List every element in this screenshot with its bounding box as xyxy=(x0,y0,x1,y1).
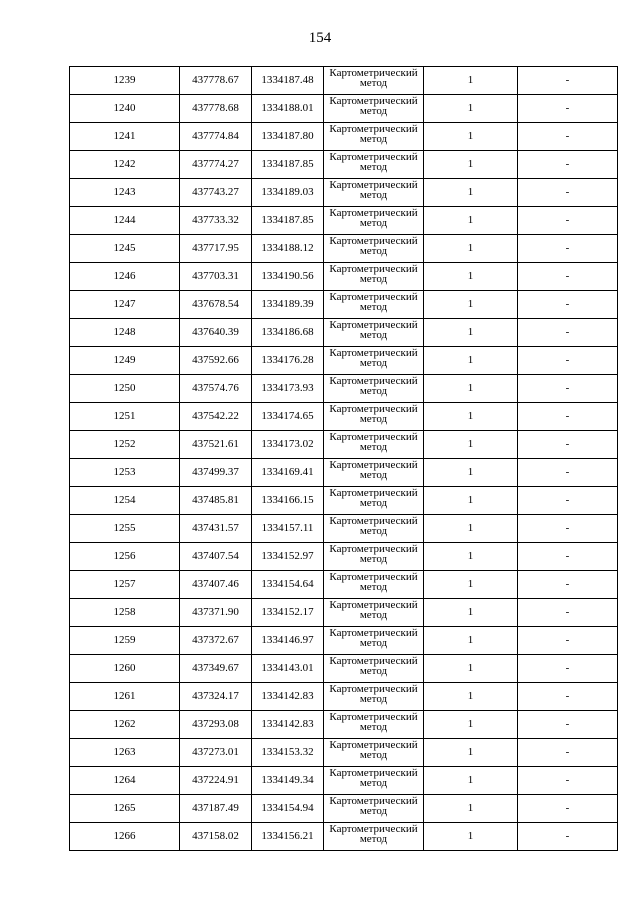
x-coordinate-cell: 437703.31 xyxy=(180,263,252,291)
accuracy-cell: 1 xyxy=(424,319,518,347)
y-coordinate-cell: 1334149.34 xyxy=(252,767,324,795)
description-cell: - xyxy=(518,515,618,543)
x-coordinate-cell: 437372.67 xyxy=(180,627,252,655)
accuracy-cell: 1 xyxy=(424,375,518,403)
y-coordinate-cell: 1334174.65 xyxy=(252,403,324,431)
table-row xyxy=(70,95,618,123)
page-number: 154 xyxy=(308,30,332,46)
point-number-cell: 1240 xyxy=(70,95,180,123)
accuracy-cell: 1 xyxy=(424,347,518,375)
method-cell: Картометрический метод xyxy=(324,235,424,263)
x-coordinate-cell: 437733.32 xyxy=(180,207,252,235)
x-coordinate-cell: 437678.54 xyxy=(180,291,252,319)
point-number-cell: 1251 xyxy=(70,403,180,431)
point-number-cell: 1250 xyxy=(70,375,180,403)
method-cell: Картометрический метод xyxy=(324,515,424,543)
method-cell: Картометрический метод xyxy=(324,291,424,319)
description-cell: - xyxy=(518,599,618,627)
accuracy-cell: 1 xyxy=(424,207,518,235)
accuracy-cell: 1 xyxy=(424,151,518,179)
y-coordinate-cell: 1334189.39 xyxy=(252,291,324,319)
accuracy-cell: 1 xyxy=(424,711,518,739)
method-cell: Картометрический метод xyxy=(324,347,424,375)
table-row xyxy=(70,543,618,571)
method-cell: Картометрический метод xyxy=(324,599,424,627)
accuracy-cell: 1 xyxy=(424,543,518,571)
y-coordinate-cell: 1334154.94 xyxy=(252,795,324,823)
description-cell: - xyxy=(518,459,618,487)
description-cell: - xyxy=(518,571,618,599)
accuracy-cell: 1 xyxy=(424,599,518,627)
y-coordinate-cell: 1334154.64 xyxy=(252,571,324,599)
description-cell: - xyxy=(518,347,618,375)
accuracy-cell: 1 xyxy=(424,95,518,123)
method-cell: Картометрический метод xyxy=(324,431,424,459)
method-cell: Картометрический метод xyxy=(324,683,424,711)
point-number-cell: 1239 xyxy=(70,67,180,95)
point-number-cell: 1249 xyxy=(70,347,180,375)
y-coordinate-cell: 1334189.03 xyxy=(252,179,324,207)
method-cell: Картометрический метод xyxy=(324,487,424,515)
x-coordinate-cell: 437273.01 xyxy=(180,739,252,767)
method-cell: Картометрический метод xyxy=(324,123,424,151)
point-number-cell: 1241 xyxy=(70,123,180,151)
point-number-cell: 1258 xyxy=(70,599,180,627)
x-coordinate-cell: 437187.49 xyxy=(180,795,252,823)
x-coordinate-cell: 437640.39 xyxy=(180,319,252,347)
description-cell: - xyxy=(518,235,618,263)
accuracy-cell: 1 xyxy=(424,515,518,543)
table-row xyxy=(70,711,618,739)
table-row xyxy=(70,683,618,711)
point-number-cell: 1244 xyxy=(70,207,180,235)
point-number-cell: 1253 xyxy=(70,459,180,487)
point-number-cell: 1245 xyxy=(70,235,180,263)
description-cell: - xyxy=(518,95,618,123)
method-cell: Картометрический метод xyxy=(324,67,424,95)
point-number-cell: 1259 xyxy=(70,627,180,655)
point-number-cell: 1262 xyxy=(70,711,180,739)
point-number-cell: 1255 xyxy=(70,515,180,543)
y-coordinate-cell: 1334142.83 xyxy=(252,683,324,711)
description-cell: - xyxy=(518,67,618,95)
point-number-cell: 1256 xyxy=(70,543,180,571)
x-coordinate-cell: 437592.66 xyxy=(180,347,252,375)
accuracy-cell: 1 xyxy=(424,795,518,823)
y-coordinate-cell: 1334153.32 xyxy=(252,739,324,767)
point-number-cell: 1265 xyxy=(70,795,180,823)
accuracy-cell: 1 xyxy=(424,739,518,767)
y-coordinate-cell: 1334152.17 xyxy=(252,599,324,627)
y-coordinate-cell: 1334142.83 xyxy=(252,711,324,739)
table-row xyxy=(70,375,618,403)
description-cell: - xyxy=(518,795,618,823)
description-cell: - xyxy=(518,487,618,515)
table-row xyxy=(70,515,618,543)
point-number-cell: 1243 xyxy=(70,179,180,207)
y-coordinate-cell: 1334166.15 xyxy=(252,487,324,515)
x-coordinate-cell: 437371.90 xyxy=(180,599,252,627)
method-cell: Картометрический метод xyxy=(324,571,424,599)
point-number-cell: 1248 xyxy=(70,319,180,347)
y-coordinate-cell: 1334157.11 xyxy=(252,515,324,543)
point-number-cell: 1261 xyxy=(70,683,180,711)
table-row xyxy=(70,431,618,459)
method-cell: Картометрический метод xyxy=(324,739,424,767)
table-row xyxy=(70,263,618,291)
table-row xyxy=(70,823,618,851)
y-coordinate-cell: 1334188.01 xyxy=(252,95,324,123)
description-cell: - xyxy=(518,375,618,403)
point-number-cell: 1254 xyxy=(70,487,180,515)
point-number-cell: 1263 xyxy=(70,739,180,767)
accuracy-cell: 1 xyxy=(424,123,518,151)
y-coordinate-cell: 1334187.85 xyxy=(252,207,324,235)
table-row xyxy=(70,767,618,795)
table-row xyxy=(70,739,618,767)
coordinates-table-body xyxy=(70,67,618,851)
description-cell: - xyxy=(518,319,618,347)
method-cell: Картометрический метод xyxy=(324,543,424,571)
point-number-cell: 1264 xyxy=(70,767,180,795)
description-cell: - xyxy=(518,207,618,235)
accuracy-cell: 1 xyxy=(424,655,518,683)
method-cell: Картометрический метод xyxy=(324,207,424,235)
method-cell: Картометрический метод xyxy=(324,767,424,795)
method-cell: Картометрический метод xyxy=(324,823,424,851)
y-coordinate-cell: 1334186.68 xyxy=(252,319,324,347)
coordinates-table xyxy=(69,66,618,851)
table-row xyxy=(70,123,618,151)
accuracy-cell: 1 xyxy=(424,767,518,795)
method-cell: Картометрический метод xyxy=(324,179,424,207)
x-coordinate-cell: 437485.81 xyxy=(180,487,252,515)
description-cell: - xyxy=(518,711,618,739)
x-coordinate-cell: 437407.46 xyxy=(180,571,252,599)
table-row xyxy=(70,403,618,431)
description-cell: - xyxy=(518,683,618,711)
table-row xyxy=(70,795,618,823)
description-cell: - xyxy=(518,543,618,571)
accuracy-cell: 1 xyxy=(424,403,518,431)
method-cell: Картометрический метод xyxy=(324,795,424,823)
accuracy-cell: 1 xyxy=(424,823,518,851)
x-coordinate-cell: 437774.27 xyxy=(180,151,252,179)
x-coordinate-cell: 437431.57 xyxy=(180,515,252,543)
table-row xyxy=(70,599,618,627)
table-row xyxy=(70,179,618,207)
x-coordinate-cell: 437778.68 xyxy=(180,95,252,123)
y-coordinate-cell: 1334187.80 xyxy=(252,123,324,151)
description-cell: - xyxy=(518,263,618,291)
accuracy-cell: 1 xyxy=(424,235,518,263)
x-coordinate-cell: 437778.67 xyxy=(180,67,252,95)
table-row xyxy=(70,235,618,263)
x-coordinate-cell: 437743.27 xyxy=(180,179,252,207)
point-number-cell: 1266 xyxy=(70,823,180,851)
accuracy-cell: 1 xyxy=(424,571,518,599)
y-coordinate-cell: 1334187.48 xyxy=(252,67,324,95)
table-row xyxy=(70,655,618,683)
table-row xyxy=(70,487,618,515)
y-coordinate-cell: 1334143.01 xyxy=(252,655,324,683)
point-number-cell: 1247 xyxy=(70,291,180,319)
description-cell: - xyxy=(518,179,618,207)
method-cell: Картометрический метод xyxy=(324,151,424,179)
point-number-cell: 1260 xyxy=(70,655,180,683)
y-coordinate-cell: 1334152.97 xyxy=(252,543,324,571)
x-coordinate-cell: 437499.37 xyxy=(180,459,252,487)
description-cell: - xyxy=(518,151,618,179)
y-coordinate-cell: 1334187.85 xyxy=(252,151,324,179)
point-number-cell: 1242 xyxy=(70,151,180,179)
method-cell: Картометрический метод xyxy=(324,627,424,655)
method-cell: Картометрический метод xyxy=(324,263,424,291)
table-row xyxy=(70,459,618,487)
description-cell: - xyxy=(518,655,618,683)
table-row xyxy=(70,627,618,655)
description-cell: - xyxy=(518,403,618,431)
table-row xyxy=(70,571,618,599)
accuracy-cell: 1 xyxy=(424,487,518,515)
accuracy-cell: 1 xyxy=(424,263,518,291)
x-coordinate-cell: 437158.02 xyxy=(180,823,252,851)
accuracy-cell: 1 xyxy=(424,179,518,207)
y-coordinate-cell: 1334146.97 xyxy=(252,627,324,655)
x-coordinate-cell: 437407.54 xyxy=(180,543,252,571)
method-cell: Картометрический метод xyxy=(324,95,424,123)
table-row xyxy=(70,347,618,375)
point-number-cell: 1257 xyxy=(70,571,180,599)
description-cell: - xyxy=(518,739,618,767)
description-cell: - xyxy=(518,627,618,655)
method-cell: Картометрический метод xyxy=(324,403,424,431)
x-coordinate-cell: 437521.61 xyxy=(180,431,252,459)
y-coordinate-cell: 1334169.41 xyxy=(252,459,324,487)
table-row xyxy=(70,207,618,235)
accuracy-cell: 1 xyxy=(424,431,518,459)
table-row xyxy=(70,67,618,95)
y-coordinate-cell: 1334173.02 xyxy=(252,431,324,459)
accuracy-cell: 1 xyxy=(424,459,518,487)
description-cell: - xyxy=(518,767,618,795)
x-coordinate-cell: 437224.91 xyxy=(180,767,252,795)
description-cell: - xyxy=(518,823,618,851)
table-row xyxy=(70,151,618,179)
y-coordinate-cell: 1334176.28 xyxy=(252,347,324,375)
point-number-cell: 1252 xyxy=(70,431,180,459)
x-coordinate-cell: 437774.84 xyxy=(180,123,252,151)
x-coordinate-cell: 437542.22 xyxy=(180,403,252,431)
y-coordinate-cell: 1334173.93 xyxy=(252,375,324,403)
method-cell: Картометрический метод xyxy=(324,711,424,739)
method-cell: Картометрический метод xyxy=(324,375,424,403)
x-coordinate-cell: 437349.67 xyxy=(180,655,252,683)
accuracy-cell: 1 xyxy=(424,291,518,319)
y-coordinate-cell: 1334190.56 xyxy=(252,263,324,291)
method-cell: Картометрический метод xyxy=(324,655,424,683)
method-cell: Картометрический метод xyxy=(324,319,424,347)
method-cell: Картометрический метод xyxy=(324,459,424,487)
description-cell: - xyxy=(518,123,618,151)
table-row xyxy=(70,291,618,319)
accuracy-cell: 1 xyxy=(424,67,518,95)
x-coordinate-cell: 437324.17 xyxy=(180,683,252,711)
description-cell: - xyxy=(518,431,618,459)
y-coordinate-cell: 1334156.21 xyxy=(252,823,324,851)
table-row xyxy=(70,319,618,347)
description-cell: - xyxy=(518,291,618,319)
y-coordinate-cell: 1334188.12 xyxy=(252,235,324,263)
accuracy-cell: 1 xyxy=(424,627,518,655)
x-coordinate-cell: 437717.95 xyxy=(180,235,252,263)
accuracy-cell: 1 xyxy=(424,683,518,711)
point-number-cell: 1246 xyxy=(70,263,180,291)
x-coordinate-cell: 437574.76 xyxy=(180,375,252,403)
x-coordinate-cell: 437293.08 xyxy=(180,711,252,739)
